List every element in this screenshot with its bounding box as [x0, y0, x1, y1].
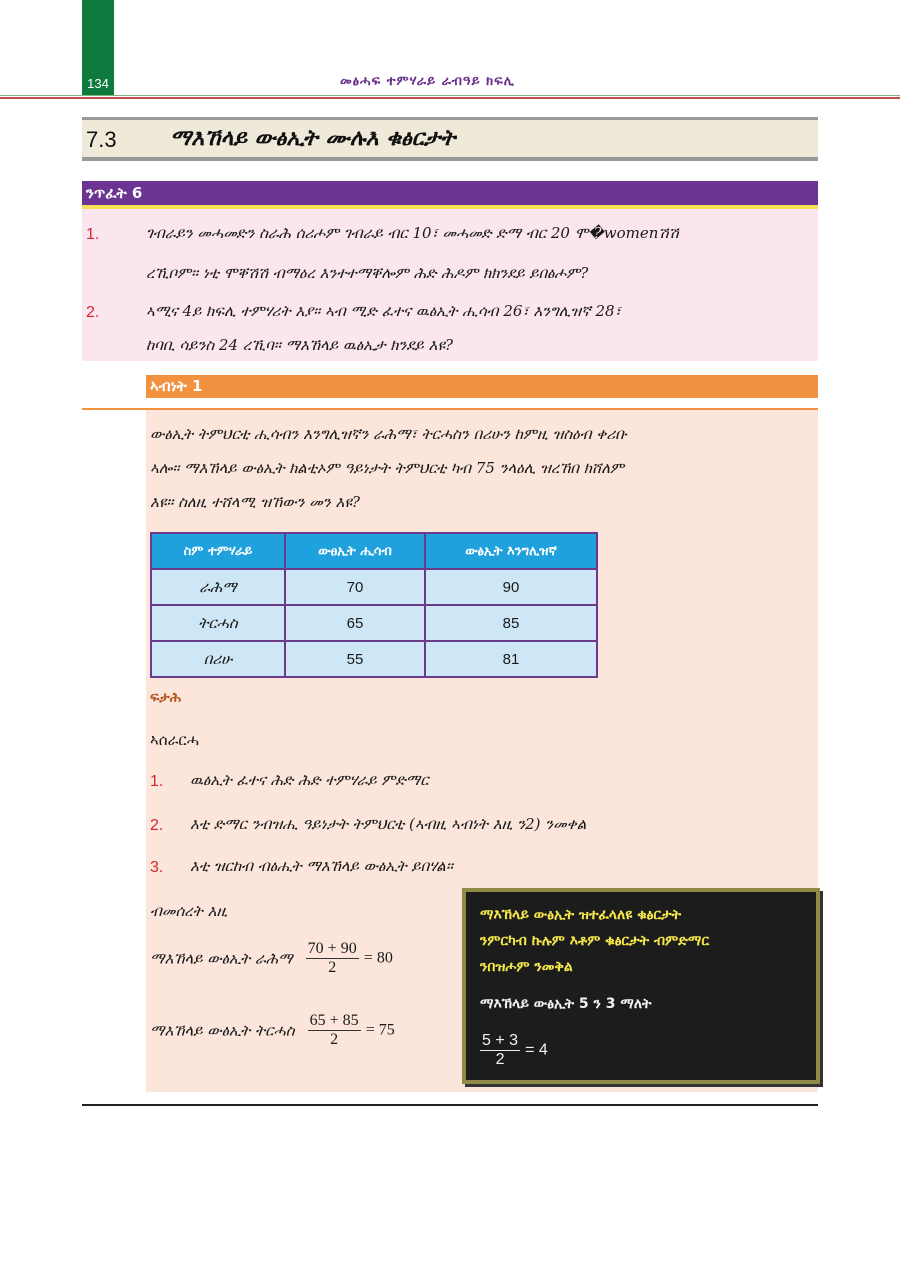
activity-header-bar	[82, 181, 818, 205]
question-2	[86, 302, 99, 322]
step-1	[150, 771, 163, 791]
table-header-row	[151, 533, 597, 569]
table-row	[151, 641, 597, 677]
question-number: 2.	[86, 304, 100, 321]
cell-math-score: 70	[285, 569, 425, 605]
page-number: 134	[87, 76, 109, 91]
step-number: 2.	[150, 817, 164, 834]
cell-english-score: 90	[425, 569, 597, 605]
column-header-english-score: ውፅኢት እንግሊዝኛ	[425, 533, 597, 569]
column-header-student-name: ስም ተምሃራይ	[151, 533, 285, 569]
blackboard-rule-line-3: ንበዝሖም ንመቅል	[480, 959, 573, 975]
step-number: 1.	[150, 773, 164, 790]
blackboard-note	[462, 888, 820, 1084]
blackboard-result: = 4	[525, 1041, 548, 1059]
step-3	[150, 857, 163, 877]
basis-label: ብመሰረት እዚ	[150, 902, 228, 920]
fraction	[308, 1012, 361, 1049]
blackboard-rule-line-2: ንምርካብ ኩሉም እቶም ቁፅርታት ብምድማር	[480, 933, 710, 949]
calculation-result: = 75	[365, 1021, 395, 1039]
step-2	[150, 815, 163, 835]
fraction-denominator: 2	[330, 1031, 339, 1048]
blackboard-example-text: ማእኸላይ ውፅኢት 5 ን 3 ማለት	[480, 996, 652, 1012]
header-rule-green	[0, 95, 900, 96]
question-1-line-2: ረኺቦም። ነቲ ሞቐሽሽ ብማዕረ እንተተማቐሎም ሕድ ሕዶም ክክንደይ ይበፅሖም?	[146, 264, 589, 282]
section-number: 7.3	[86, 127, 117, 152]
cell-english-score: 81	[425, 641, 597, 677]
calculation-result: = 80	[363, 949, 393, 967]
running-title: መፅሓፍ ተምሃራይ ራብዓይ ክፍሊ	[340, 74, 515, 89]
calculation-1	[150, 940, 393, 977]
cell-english-score: 85	[425, 605, 597, 641]
fraction-numerator: 70 + 90	[307, 940, 357, 957]
solution-label: ፍታሕ	[150, 690, 182, 706]
footer-rule	[82, 1104, 818, 1106]
column-header-math-score: ውፀኢት ሒሳብ	[285, 533, 425, 569]
example-paragraph-line-1: ውፅኢት ትምህርቲ ሒሳብን እንግሊዝኛን ራሕማ፣ ትርሓስን በሪሁን ከምዚ ዝስዕብ ቀሪቡ	[150, 425, 627, 443]
example-header-bar	[146, 375, 818, 398]
fraction-denominator: 2	[328, 959, 337, 976]
calculation-2	[150, 1012, 395, 1049]
fraction	[480, 1032, 520, 1069]
fraction-numerator: 65 + 85	[309, 1012, 359, 1029]
step-3-text: እቲ ዝርከብ ብፅሒት ማእኸላይ ውፅኢት ይበሃል።	[190, 857, 453, 875]
section-title: ማእኸላይ ውፅኢት ሙሉእ ቁፅርታት	[170, 125, 456, 151]
cell-student-name: በሪሁ	[151, 641, 285, 677]
calculation-label: ማእኸላይ ውፅኢት ራሕማ	[150, 949, 293, 968]
blackboard-rule-line-1: ማእኸላይ ውፅኢት ዝተፈላለዩ ቁፅርታት	[480, 907, 682, 923]
step-number: 3.	[150, 859, 164, 876]
step-1-text: ዉፅኢት ፈተና ሕድ ሕድ ተምሃራይ ምድማር	[190, 771, 429, 789]
cell-student-name: ራሕማ	[151, 569, 285, 605]
scores-table	[150, 532, 598, 678]
calculation-label: ማእኸላይ ውፅኢት ትርሓስ	[150, 1021, 295, 1040]
blackboard-rule	[480, 902, 709, 980]
cell-math-score: 65	[285, 605, 425, 641]
question-number: 1.	[86, 226, 100, 243]
header-rule-red	[0, 97, 900, 99]
blackboard-fraction	[480, 1032, 548, 1069]
question-1	[86, 224, 99, 244]
cell-math-score: 55	[285, 641, 425, 677]
table-row	[151, 605, 597, 641]
cell-student-name: ትርሓስ	[151, 605, 285, 641]
step-2-text: እቲ ድማር ንብዝሒ ዓይነታት ትምህርቲ (ኣብዚ ኣብነት እዚ ን2) ንመቀል	[190, 815, 587, 833]
fraction-denominator: 2	[495, 1051, 505, 1068]
fraction-numerator: 5 + 3	[482, 1032, 519, 1049]
example-paragraph-line-3: እዩ። ስለዚ ተሸላሚ ዝኸውን መን እዩ?	[150, 493, 360, 511]
example-paragraph-line-2: ኣሎ። ማእኸላይ ውፅኢት ክልቲኦም ዓይነታት ትምህርቲ ካብ 75 ንላዕሊ ዝረኸበ ክሸለም	[150, 459, 625, 477]
question-2-line-2: ከባቢ ሳይንስ 24 ረኺባ። ማእኸላይ ዉፅኢታ ክንደይ እዩ?	[146, 336, 453, 354]
example-label: ኣብነት 1	[150, 377, 203, 395]
activity-label: ንጥፈት 6	[86, 184, 143, 202]
question-1-line-1: ገብራይን መሓመድን ስራሕ ሰሪሖም ገብራይ ብር 10፣ መሓመድ ድማ ብር 20 ሞ�womenሽሽ	[146, 224, 679, 242]
fraction	[306, 940, 359, 977]
procedure-label: ኣሰራርሓ	[150, 731, 199, 749]
table-row	[151, 569, 597, 605]
question-2-line-1: ኣሚና 4ይ ክፍሊ ተምሃሪት እያ። ኣብ ሚድ ፈተና ዉፅኢት ሒሳብ 26፣ እንግሊዝኛ 28፣	[146, 302, 621, 320]
